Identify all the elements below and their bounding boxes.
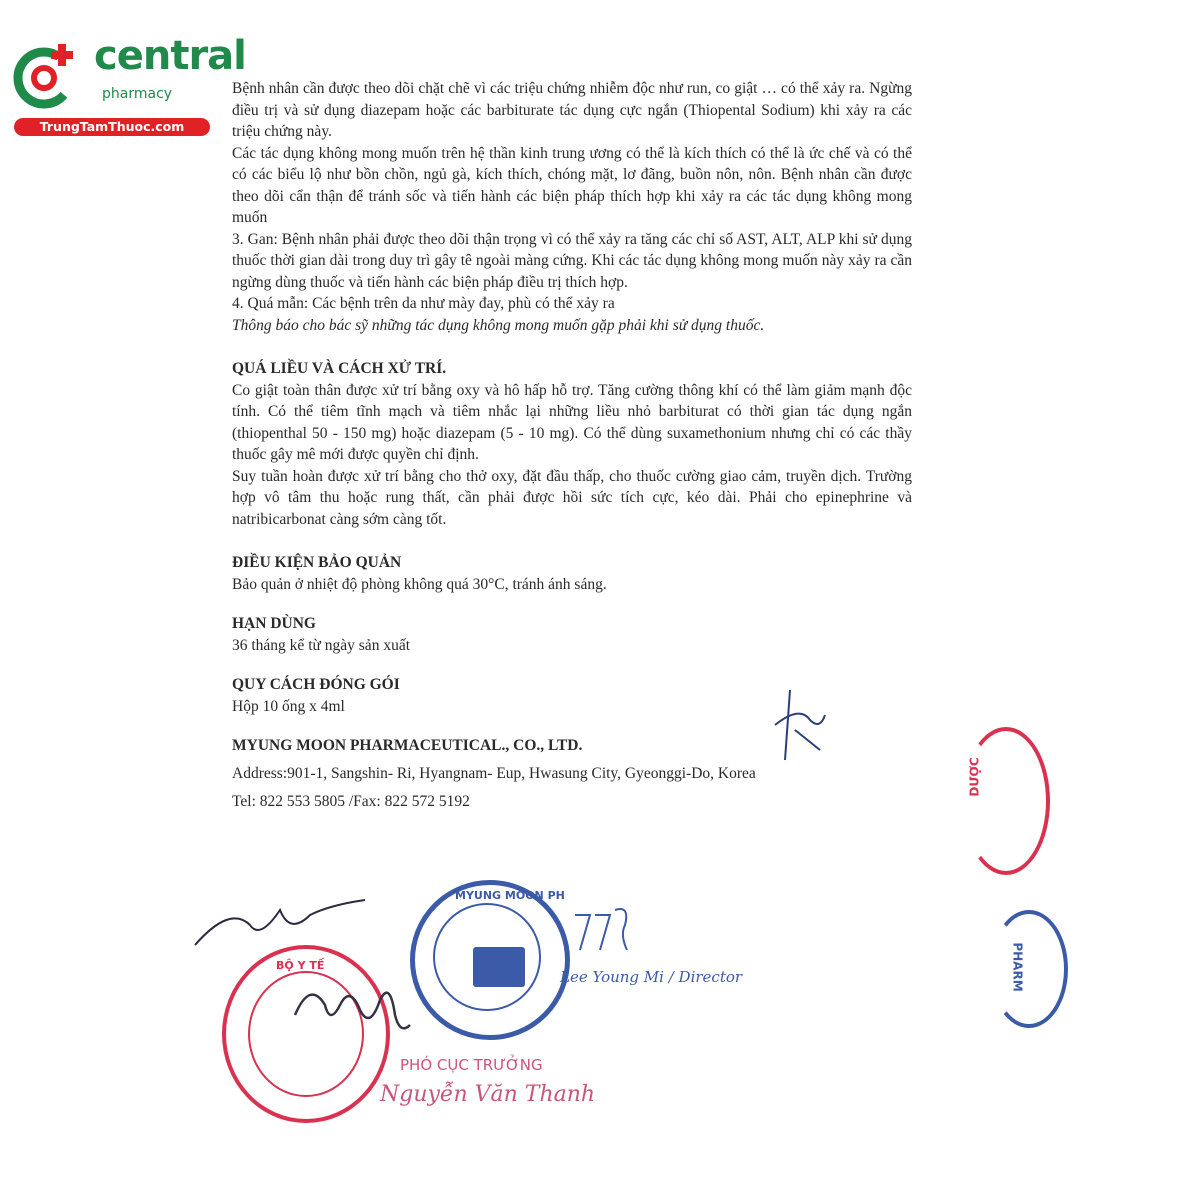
red-stamp-text: BỘ Y TẾ xyxy=(276,959,325,972)
central-pharmacy-logo[interactable] xyxy=(10,33,246,136)
blue-stamp-text: MYUNG MOON PH xyxy=(455,889,565,902)
official-name: Nguyễn Văn Thanh xyxy=(380,1082,596,1107)
official-signature xyxy=(285,975,415,1045)
company-address: Address:901-1, Sangshin- Ri, Hyangnam- Eup, Hwasung City, Gyeonggi-Do, Korea xyxy=(232,765,756,782)
paragraph-toxicity: Bệnh nhân cần được theo dõi chặt chẽ vì các triệu chứng nhiễm độc như run, co giật … có thể xảy ra. Ngừng điều trị và sử dụng diazepam hoặc các barbiturate tác dụng cực ngắn (Thiopental Sodium) khi xảy ra các triệu chứng này. xyxy=(232,80,912,140)
handwritten-signature-left xyxy=(190,895,370,955)
heading-packaging: QUY CÁCH ĐÓNG GÓI xyxy=(232,676,400,693)
paragraph-overdose-2: Suy tuần hoàn được xử trí bằng cho thở oxy, đặt đầu thấp, cho thuốc cường giao cảm, truyền dịch. Trường hợp vô tâm thu hoặc rung thất, cần phải được hồi sức tích cực, kéo dài. Phải cho epinephrine và natribicarbonat càng sớm càng tốt. xyxy=(232,467,912,528)
packaging-text: Hộp 10 ống x 4ml xyxy=(232,697,345,715)
paragraph-notify-doctor: Thông báo cho bác sỹ những tác dụng không mong muốn gặp phải khi sử dụng thuốc. xyxy=(232,316,765,334)
signature-mark xyxy=(770,685,830,765)
side-blue-stamp-text: PHARM xyxy=(1010,942,1025,992)
side-red-stamp-text: DƯỢC xyxy=(967,757,982,797)
side-red-stamp xyxy=(962,727,1050,875)
logo-subtitle: pharmacy xyxy=(102,86,173,102)
pharmacy-logo-icon xyxy=(10,40,82,112)
side-blue-stamp xyxy=(990,910,1068,1028)
storage-text: Bảo quản ở nhiệt độ phòng không quá 30°C, tránh ánh sáng. xyxy=(232,575,607,593)
paragraph-overdose-1: Co giật toàn thân được xử trí bằng oxy và hô hấp hỗ trợ. Tăng cường thông khí có thể làm giảm mạnh độc tính. Có thể tiêm tĩnh mạch và tiêm nhắc lại những liều nhỏ barbiturat có thời gian tác dụng ngắn (thiopenthal 50 - 150 mg) hoặc diazepam (5 - 10 mg). Có thể dùng suxamethonium nhưng chỉ có các thầy thuốc gây mê mới được quyền chỉ định. xyxy=(232,381,912,463)
official-title: PHÓ CỤC TRƯỞNG xyxy=(400,1056,543,1074)
logo-url-link[interactable]: TrungTamThuoc.com xyxy=(14,118,210,136)
company-phone-fax: Tel: 822 553 5805 /Fax: 822 572 5192 xyxy=(232,793,470,810)
heading-expiry: HẠN DÙNG xyxy=(232,615,316,632)
company-name: MYUNG MOON PHARMACEUTICAL., CO., LTD. xyxy=(232,737,583,754)
director-name: Lee Young Mi / Director xyxy=(560,968,743,986)
paragraph-liver: 3. Gan: Bệnh nhân phải được theo dõi thận trọng vì có thể xảy ra tăng các chỉ số AST, ALT, ALP khi sử dụng thuốc thời gian dài trong duy trì gây tê ngoài màng cứng. Khi các tác dụng không mong muốn này xảy ra cần ngừng dùng thuốc và tiến hành các biện pháp điều trị thích hợp. xyxy=(232,230,912,291)
paragraph-hypersensitivity: 4. Quá mẫn: Các bệnh trên da như mày đay, phù có thể xảy ra xyxy=(232,295,615,312)
expiry-text: 36 tháng kể từ ngày sản xuất xyxy=(232,636,411,654)
heading-storage: ĐIỀU KIỆN BẢO QUẢN xyxy=(232,554,402,571)
director-signature xyxy=(565,900,645,960)
paragraph-cns-effects: Các tác dụng không mong muốn trên hệ thần kinh trung ương có thể là kích thích có thể là ức chế và có thể có các biểu lộ như bồn chồn, ngủ gà, kích thích, chóng mặt, lơ đãng, buồn nôn, nôn. Bệnh nhân cần được theo dõi cẩn thận để tránh sốc và tiến hành các biện pháp thích hợp khi xảy ra các tác dụng không mong muốn xyxy=(232,144,912,226)
blue-company-stamp xyxy=(410,880,570,1040)
logo-name: central xyxy=(94,33,246,79)
company-logo-icon xyxy=(473,947,525,987)
heading-overdose: QUÁ LIỀU VÀ CÁCH XỬ TRÍ. xyxy=(232,360,447,377)
blue-stamp-inner-ring xyxy=(433,903,541,1011)
